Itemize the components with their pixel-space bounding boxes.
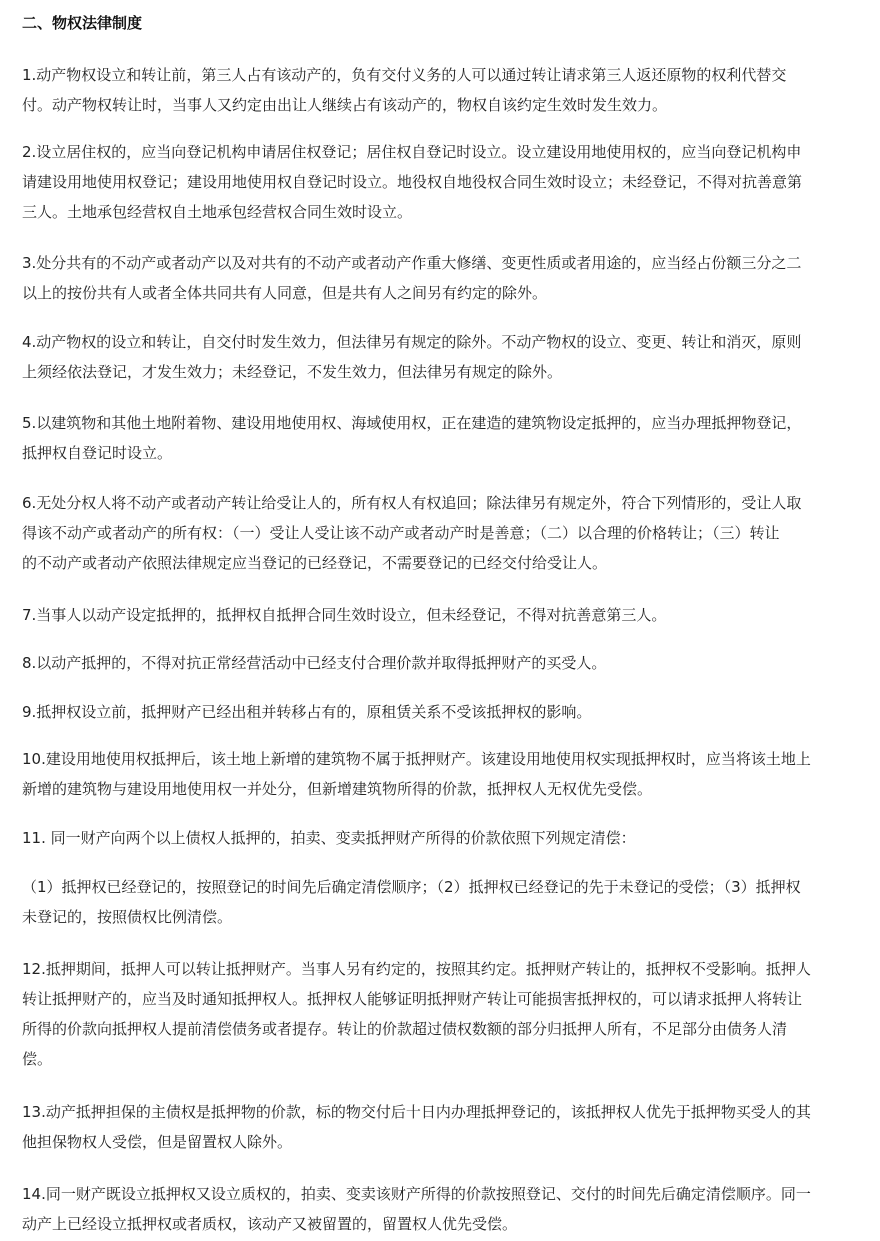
paragraph-line: 偿。 bbox=[22, 1050, 53, 1068]
paragraph-4 bbox=[22, 327, 862, 387]
paragraph-line: 请建设用地使用权登记；建设用地使用权自登记时设立。地役权自地役权合同生效时设立；未经登记，不得对抗善意第 bbox=[22, 173, 803, 191]
paragraph-line: 动产上已经设立抵押权或者质权，该动产又被留置的，留置权人优先受偿。 bbox=[22, 1215, 518, 1233]
paragraph-7 bbox=[22, 600, 862, 630]
paragraph-line: 9.抵押权设立前，抵押财产已经出租并转移占有的，原租赁关系不受该抵押权的影响。 bbox=[22, 703, 592, 721]
paragraph-line: 上须经依法登记，才发生效力；未经登记，不发生效力，但法律另有规定的除外。 bbox=[22, 363, 563, 381]
paragraph-line: 11. 同一财产向两个以上债权人抵押的，拍卖、变卖抵押财产所得的价款依照下列规定清偿： bbox=[22, 829, 636, 847]
paragraph-line: 未登记的，按照债权比例清偿。 bbox=[22, 908, 233, 926]
paragraph-line: 3.处分共有的不动产或者动产以及对共有的不动产或者动产作重大修缮、变更性质或者用途的，应当经占份额三分之二 bbox=[22, 254, 802, 272]
paragraph-line: 13.动产抵押担保的主债权是抵押物的价款，标的物交付后十日内办理抵押登记的，该抵押权人优先于抵押物买受人的其 bbox=[22, 1103, 811, 1121]
paragraph-line: 转让抵押财产的，应当及时通知抵押权人。抵押权人能够证明抵押财产转让可能损害抵押权的，可以请求抵押人将转让 bbox=[22, 990, 803, 1008]
paragraph-12 bbox=[22, 954, 862, 1074]
paragraph-line: 付。动产物权转让时，当事人又约定由出让人继续占有该动产的，物权自该约定生效时发生效力。 bbox=[22, 96, 668, 114]
paragraph-5 bbox=[22, 408, 862, 468]
paragraph-line: 6.无处分权人将不动产或者动产转让给受让人的，所有权人有权追回；除法律另有规定外，符合下列情形的，受让人取 bbox=[22, 494, 802, 512]
paragraph-11-sub bbox=[22, 872, 862, 932]
paragraph-line: 抵押权自登记时设立。 bbox=[22, 444, 173, 462]
paragraph-line: 新增的建筑物与建设用地使用权一并处分，但新增建筑物所得的价款，抵押权人无权优先受偿。 bbox=[22, 780, 653, 798]
paragraph-10 bbox=[22, 744, 862, 804]
paragraph-line: 5.以建筑物和其他土地附着物、建设用地使用权、海域使用权，正在建造的建筑物设定抵押的，应当办理抵押物登记， bbox=[22, 414, 802, 432]
paragraph-line: 他担保物权人受偿，但是留置权人除外。 bbox=[22, 1133, 293, 1151]
paragraph-line: 三人。土地承包经营权自土地承包经营权合同生效时设立。 bbox=[22, 203, 413, 221]
paragraph-6 bbox=[22, 488, 862, 578]
paragraph-14 bbox=[22, 1179, 862, 1239]
paragraph-line: 所得的价款向抵押权人提前清偿债务或者提存。转让的价款超过债权数额的部分归抵押人所有，不足部分由债务人清 bbox=[22, 1020, 788, 1038]
paragraph-3 bbox=[22, 248, 862, 308]
paragraph-line: 10.建设用地使用权抵押后，该土地上新增的建筑物不属于抵押财产。该建设用地使用权实现抵押权时，应当将该土地上 bbox=[22, 750, 811, 768]
paragraph-line: 以上的按份共有人或者全体共同共有人同意，但是共有人之间另有约定的除外。 bbox=[22, 284, 548, 302]
paragraph-line: 14.同一财产既设立抵押权又设立质权的，拍卖、变卖该财产所得的价款按照登记、交付的时间先后确定清偿顺序。同一 bbox=[22, 1185, 811, 1203]
paragraph-line: 8.以动产抵押的，不得对抗正常经营活动中已经支付合理价款并取得抵押财产的买受人。 bbox=[22, 654, 607, 672]
paragraph-13 bbox=[22, 1097, 862, 1157]
paragraph-line: 得该不动产或者动产的所有权：（一）受让人受让该不动产或者动产时是善意；（二）以合理的价格转让；（三）转让 bbox=[22, 524, 780, 542]
paragraph-1 bbox=[22, 60, 862, 120]
paragraph-line: 12.抵押期间，抵押人可以转让抵押财产。当事人另有约定的，按照其约定。抵押财产转让的，抵押权不受影响。抵押人 bbox=[22, 960, 811, 978]
section-heading: 二、物权法律制度 bbox=[22, 14, 143, 32]
paragraph-2 bbox=[22, 137, 862, 227]
paragraph-9 bbox=[22, 697, 862, 727]
paragraph-11 bbox=[22, 823, 862, 853]
paragraph-line: 4.动产物权的设立和转让，自交付时发生效力，但法律另有规定的除外。不动产物权的设立、变更、转让和消灭，原则 bbox=[22, 333, 802, 351]
paragraph-line: 2.设立居住权的，应当向登记机构申请居住权登记；居住权自登记时设立。设立建设用地使用权的，应当向登记机构申 bbox=[22, 143, 802, 161]
paragraph-8 bbox=[22, 648, 862, 678]
paragraph-line: 7.当事人以动产设定抵押的，抵押权自抵押合同生效时设立，但未经登记，不得对抗善意第三人。 bbox=[22, 606, 667, 624]
paragraph-line: 的不动产或者动产依照法律规定应当登记的已经登记，不需要登记的已经交付给受让人。 bbox=[22, 554, 608, 572]
paragraph-line: （1）抵押权已经登记的，按照登记的时间先后确定清偿顺序；（2）抵押权已经登记的先于未登记的受偿；（3）抵押权 bbox=[22, 878, 801, 896]
paragraph-line: 1.动产物权设立和转让前，第三人占有该动产的，负有交付义务的人可以通过转让请求第三人返还原物的权利代替交 bbox=[22, 66, 787, 84]
